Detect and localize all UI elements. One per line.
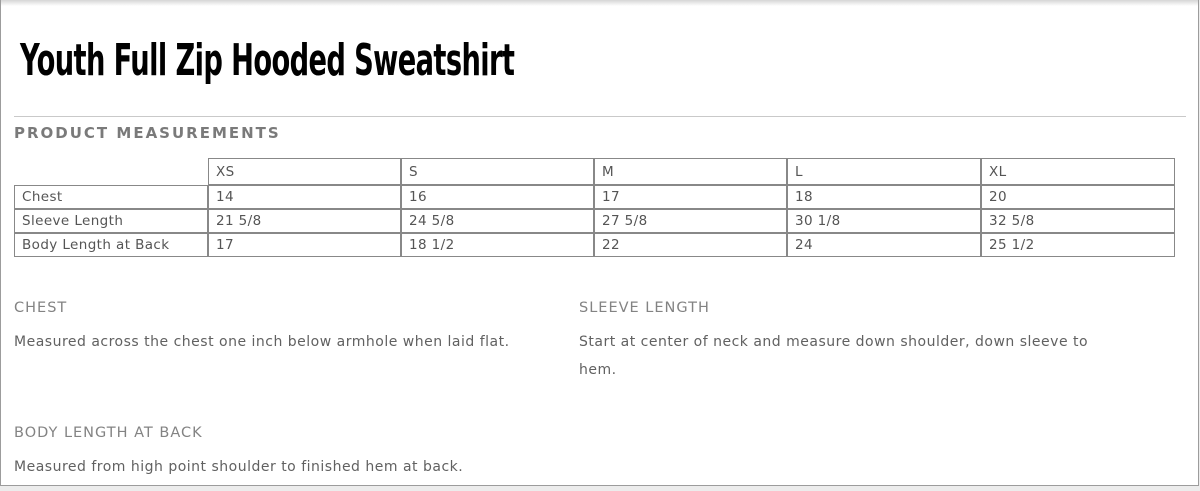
definition-sleeve-length — [579, 300, 1186, 384]
table-row-sleeve-length — [14, 209, 1175, 233]
size-header-m: M — [594, 158, 787, 185]
measurement-cell: 16 — [401, 185, 594, 209]
row-label-sleeve-length: Sleeve Length — [14, 209, 208, 233]
measurement-cell: 25 1/2 — [981, 233, 1175, 257]
measurement-cell: 22 — [594, 233, 787, 257]
size-header-xs: XS — [208, 158, 401, 185]
measurement-cell: 20 — [981, 185, 1175, 209]
definition-description-sleeve-length: Start at center of neck and measure down shoulder, down sleeve to hem. — [579, 334, 1089, 378]
measurement-cell: 32 5/8 — [981, 209, 1175, 233]
row-label-chest: Chest — [14, 185, 208, 209]
definition-term-chest: CHEST — [14, 300, 68, 316]
size-header-row — [14, 158, 1175, 185]
size-header-l: L — [787, 158, 981, 185]
measurement-cell: 24 5/8 — [401, 209, 594, 233]
definition-description-body-length-at-back: Measured from high point shoulder to finished hem at back. — [14, 459, 464, 475]
measurement-cell: 18 1/2 — [401, 233, 594, 257]
size-header-xl: XL — [981, 158, 1175, 185]
page-top-edge — [1, 0, 1198, 6]
definition-chest — [14, 300, 579, 384]
page-content — [1, 35, 1198, 481]
measurement-cell: 17 — [208, 233, 401, 257]
measurement-cell: 21 5/8 — [208, 209, 401, 233]
definition-term-sleeve-length: SLEEVE LENGTH — [579, 300, 710, 316]
measurement-cell: 14 — [208, 185, 401, 209]
definition-term-body-length-at-back: BODY LENGTH AT BACK — [14, 425, 203, 441]
measurement-cell: 30 1/8 — [787, 209, 981, 233]
measurement-cell: 27 5/8 — [594, 209, 787, 233]
corner-cell — [14, 158, 208, 185]
section-divider — [14, 116, 1186, 117]
measurement-definitions — [14, 300, 1186, 481]
size-header-s: S — [401, 158, 594, 185]
definition-body-length-at-back — [14, 425, 579, 481]
measurement-cell: 18 — [787, 185, 981, 209]
row-label-body-length-at-back: Body Length at Back — [14, 233, 208, 257]
page-title: Youth Full Zip Hooded Sweatshirt — [20, 35, 515, 86]
table-row-chest — [14, 185, 1175, 209]
definition-description-chest: Measured across the chest one inch below armhole when laid flat. — [14, 334, 510, 350]
table-row-body-length-at-back — [14, 233, 1175, 257]
measurement-cell: 24 — [787, 233, 981, 257]
section-title-product-measurements: PRODUCT MEASUREMENTS — [14, 124, 281, 142]
measurements-table — [14, 158, 1175, 257]
measurement-cell: 17 — [594, 185, 787, 209]
